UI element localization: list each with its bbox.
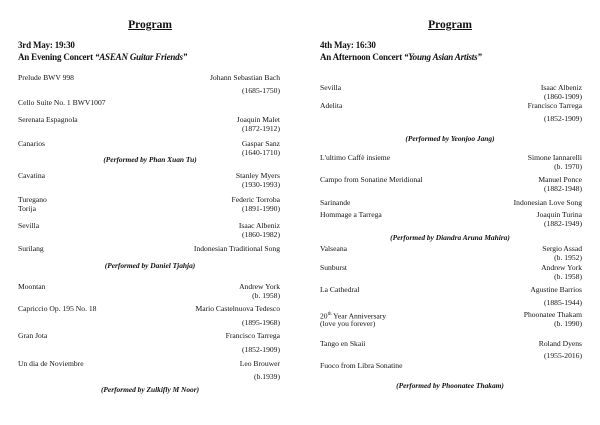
- composer-dates: (b. 1958): [252, 290, 280, 300]
- composer: Phoonatee Thakam: [523, 310, 582, 319]
- piece-title: Cello Suite No. 1 BWV1007: [18, 98, 106, 107]
- composer-dates: (1860-1909): [544, 91, 582, 101]
- composer: Indonesian Traditional Song: [193, 244, 280, 253]
- composer-dates: (1885-1944): [544, 298, 582, 307]
- performer-credit: (Performed by Daniel Tjahja): [104, 261, 196, 270]
- composer-dates: (1640-1710): [242, 147, 280, 157]
- composer-dates: (1685-1750): [242, 86, 280, 95]
- composer: Isaac Albeniz: [540, 83, 582, 92]
- composer: Gaspar Sanz: [241, 139, 280, 148]
- concert-date: 4th May: 16:30: [320, 40, 376, 50]
- composer: Andrew York: [541, 263, 582, 272]
- composer: Stanley Myers: [235, 171, 280, 180]
- composer: Roland Dyens: [538, 339, 582, 348]
- composer-dates: (b. 1970): [554, 161, 582, 171]
- composer-dates: (b. 1952): [554, 252, 582, 262]
- piece-title: 20th Year Anniversary: [320, 311, 387, 321]
- composer-dates: (1930-1993): [242, 179, 280, 189]
- composer-dates: (1852-1909): [544, 114, 582, 123]
- composer: Joaquin Malet: [236, 115, 280, 124]
- piece-title: Moontan: [18, 282, 46, 291]
- composer: Joaquin Turina: [536, 210, 582, 219]
- piece-title-2: Torija: [18, 203, 37, 213]
- composer: Simone Iannarelli: [527, 153, 582, 162]
- composer: Andrew York: [239, 282, 280, 291]
- composer-dates: (b. 1958): [554, 271, 582, 281]
- piece-title: Surilang: [18, 244, 44, 253]
- composer-dates: (1872-1912): [242, 123, 280, 133]
- composer-dates: (1895-1968): [242, 318, 280, 327]
- concert-name: An Afternoon Concert “Young Asian Artists”: [320, 52, 482, 62]
- composer-dates: (b.1939): [254, 372, 280, 381]
- program-title: Program: [428, 19, 472, 31]
- composer-dates: (1891-1990): [242, 203, 280, 213]
- piece-title: Sarinande: [320, 198, 351, 207]
- composer: Leo Brouwer: [239, 359, 280, 368]
- piece-title: Fuoco from Libra Sonatine: [320, 361, 403, 370]
- piece-title: Hommage a Tarrega: [320, 210, 382, 219]
- composer: Mario Castelnuova Tedesco: [195, 304, 280, 313]
- performer-credit: (Performed by Yeonjoo Jang): [405, 134, 495, 143]
- piece-title: Prelude BWV 998: [18, 73, 74, 82]
- composer: Johann Sebastian Bach: [209, 73, 280, 82]
- performer-credit: (Performed by Zulkifly M Noor): [100, 385, 200, 394]
- piece-title: Sevilla: [320, 83, 342, 92]
- performer-credit: (Performed by Phan Xuan Tu): [103, 155, 197, 164]
- piece-title: Canarios: [18, 139, 45, 148]
- composer-dates: (1882-1948): [544, 183, 582, 193]
- piece-title: Sevilla: [18, 221, 40, 230]
- composer-dates: (1955-2016): [544, 351, 582, 360]
- performer-credit: (Performed by Diandra Aruna Mahira): [390, 233, 510, 242]
- piece-title: Serenata Espagnola: [18, 115, 78, 124]
- composer-dates: (1882-1949): [544, 218, 582, 228]
- composer: Sergio Assad: [542, 244, 582, 253]
- composer-dates: (1860-1982): [242, 229, 280, 239]
- composer: Agustine Barrios: [530, 285, 582, 294]
- piece-title: Un dia de Noviembre: [18, 359, 84, 368]
- piece-title: Capriccio Op. 195 No. 18: [18, 304, 97, 313]
- composer: Francisco Tarrega: [225, 331, 280, 340]
- composer-dates: (1852-1909): [242, 345, 280, 354]
- composer: Isaac Albeniz: [238, 221, 280, 230]
- piece-title: Tango en Skaii: [320, 339, 366, 348]
- piece-title-2: (love you forever): [320, 318, 376, 328]
- piece-title: Adelita: [320, 101, 343, 110]
- piece-title: Sunburst: [320, 263, 348, 272]
- piece-title: L'ultimo Caffè insieme: [320, 153, 390, 162]
- program-page-right: [300, 0, 600, 425]
- piece-title: Valseana: [320, 244, 347, 253]
- concert-date: 3rd May: 19:30: [18, 40, 75, 50]
- composer: Federic Torroba: [231, 195, 280, 204]
- piece-title: Campo from Sonatine Meridional: [320, 175, 423, 184]
- piece-title: La Cathedral: [320, 285, 360, 294]
- piece-title: Turegano: [18, 195, 47, 204]
- piece-title: Gran Jota: [18, 331, 48, 340]
- program-title: Program: [128, 19, 172, 31]
- composer: Indonesian Love Song: [513, 198, 582, 207]
- composer: Francisco Tarrega: [527, 101, 582, 110]
- piece-title: Cavatina: [18, 171, 45, 180]
- performer-credit: (Performed by Phoonatee Thakam): [396, 381, 504, 390]
- concert-name: An Evening Concert “ASEAN Guitar Friends”: [18, 52, 188, 62]
- composer-dates: (b. 1990): [554, 318, 582, 328]
- composer: Manuel Ponce: [538, 175, 582, 184]
